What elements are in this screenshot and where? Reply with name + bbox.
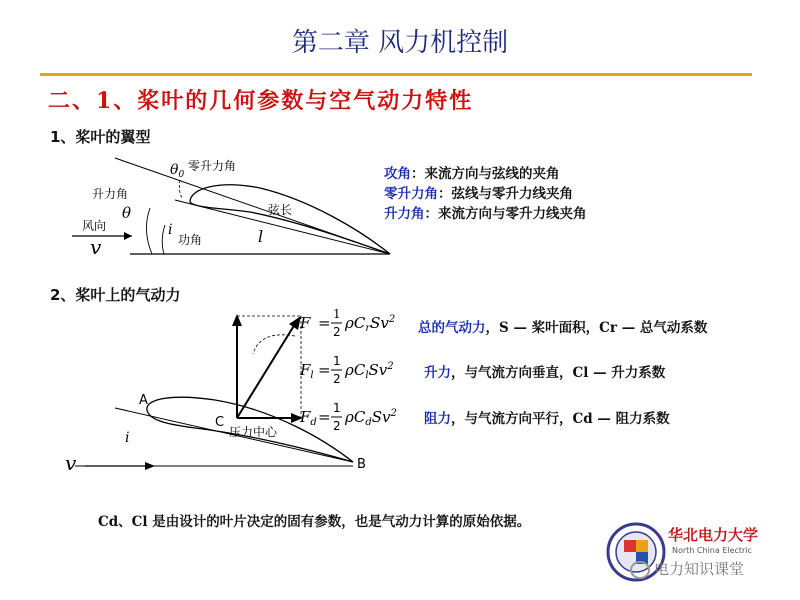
zero-lift-angle-label: 零升力角 xyxy=(188,159,237,173)
svg-text:2: 2 xyxy=(333,372,341,386)
force-formulas xyxy=(296,300,416,440)
svg-text:=: = xyxy=(318,408,331,426)
svg-text:F: F xyxy=(300,314,311,332)
formula-drag-force xyxy=(299,401,397,433)
definition-zero-lift-angle: 零升力角：弦线与零升力线夹角 xyxy=(384,186,573,202)
lift-force-description: 升力，与气流方向垂直，Cl — 升力系数 xyxy=(424,365,666,381)
velocity-symbol: v xyxy=(90,235,102,259)
svg-text:1: 1 xyxy=(333,354,341,368)
svg-text:ρCrSv2: $\rho C_rSv^2$ xyxy=(345,314,396,334)
university-subtitle: North China Electric xyxy=(672,546,752,555)
pressure-center-label: 压力中心 xyxy=(229,425,278,439)
angle-definitions xyxy=(384,162,587,222)
lift-angle-label: 升力角 xyxy=(92,187,129,201)
total-force-description: 总的气动力，S — 桨叶面积，Cr — 总气动系数 xyxy=(418,320,708,336)
formula-total-force xyxy=(299,307,395,339)
title-divider xyxy=(40,73,752,76)
definition-lift-angle: 升力角：来流方向与零升力线夹角 xyxy=(384,206,587,222)
formula-lift-force xyxy=(299,354,394,386)
subsection-force-label: 2、桨叶上的气动力 xyxy=(50,286,181,304)
svg-text:Fl: $F_l$ xyxy=(300,361,314,381)
drag-force-description: 阻力，与气流方向平行，Cd — 阻力系数 xyxy=(424,411,670,427)
svg-text:1: 1 xyxy=(333,307,341,321)
university-name: 华北电力大学 xyxy=(668,526,759,544)
subsection-airfoil-label: 1、桨叶的翼型 xyxy=(50,128,151,146)
incidence-symbol: i xyxy=(125,430,130,446)
attack-angle-label: 功角 xyxy=(178,233,203,247)
svg-text:1: 1 xyxy=(333,401,341,415)
svg-text:2: 2 xyxy=(333,325,341,339)
slide-title: 第二章 风力机控制 xyxy=(291,28,509,58)
attack-angle-symbol: i xyxy=(168,222,173,238)
chord-length-symbol: l xyxy=(258,227,264,246)
point-b-label: B xyxy=(357,457,366,472)
velocity-symbol-2: v xyxy=(65,451,77,475)
footnote: Cd、Cl 是由设计的叶片决定的固有参数，也是气动力计算的原始依据。 xyxy=(98,514,531,530)
theta0-symbol: $\theta_0$ xyxy=(170,162,185,180)
point-a-label: A xyxy=(139,393,148,408)
svg-text:ρClSv2: $\rho C_lSv^2$ xyxy=(345,361,394,381)
definition-attack-angle: 攻角：来流方向与弦线的夹角 xyxy=(384,166,560,182)
point-c-label: C xyxy=(215,415,225,430)
wechat-icon xyxy=(630,561,650,579)
svg-text:=: = xyxy=(318,314,331,332)
svg-text:ρCdSv2: $\rho C_dSv^2$ xyxy=(345,408,397,428)
watermark: 电力知识课堂 xyxy=(630,558,744,579)
theta-symbol: θ xyxy=(122,204,132,222)
section-heading: 二、1、桨叶的几何参数与空气动力特性 xyxy=(48,88,474,114)
wind-direction-label: 风向 xyxy=(82,219,107,233)
chord-label: 弦长 xyxy=(268,203,293,217)
airfoil-geometry-diagram xyxy=(60,150,400,265)
svg-text:2: 2 xyxy=(333,419,341,433)
svg-text:Fd: $F_d$ xyxy=(300,408,317,428)
svg-text:=: = xyxy=(318,361,331,379)
